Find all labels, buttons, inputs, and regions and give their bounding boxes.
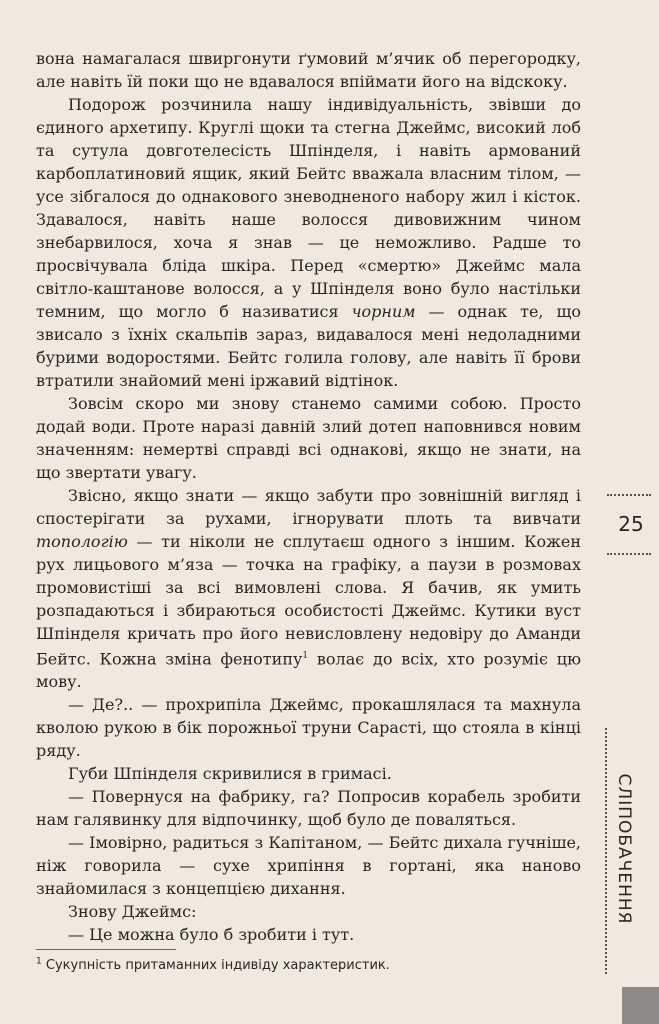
italic-word: чорним: [351, 302, 416, 321]
page-edge-marker: [622, 987, 659, 1024]
paragraph: — Повернуся на фабрику, га? Попросив корабель зробити нам галявинку для відпочинку, щоб було де поваляться.: [36, 787, 581, 830]
dotted-rule-vertical: [605, 728, 607, 974]
paragraph: — Де?.. — прохрипіла Джеймс, прокашлялася та махнула кволою рукою в бік порожньої труни Сарасті, що стояла в кінці ряду.: [36, 695, 581, 761]
footnote: [36, 957, 576, 975]
footnote-text: Сукупність притаманних індивіду характеристик.: [45, 958, 390, 973]
paragraph: Зовсім скоро ми знову станемо самими собою. Просто додай води. Проте наразі давній злий дотеп наповнився новим значенням: немертві справді всі однакові, якщо не знати, на що звертати увагу.: [36, 394, 581, 482]
footnote-mark: 1: [36, 956, 42, 967]
footnote-reference[interactable]: 1: [302, 651, 309, 661]
paragraph: — Імовірно, радиться з Капітаном, — Бейтс дихала гучніше, ніж говорила — сухе хрипіння в гортані, яка наново знайомилася з концепцією дихання.: [36, 833, 581, 899]
dotted-rule-top: [607, 494, 651, 496]
paragraph: Знову Джеймс:: [68, 902, 197, 922]
paragraph: Подорож розчинила нашу індивідуальність, звівши до єдиного архетипу. Круглі щоки та стегна Джеймс, високий лоб та сутула довготелесість Шпінделя, і навіть армований карбоплатиновий ящик, який Бейтс вважала власним тілом, — усе зібгалося до однакового зневодненого набору жил і кісток. Здавалося, навіть наше волосся дивовижним чином знебарвилося, хоча я знав — це неможливо. Радше то просвічувала бліда шкіра. Перед «смертю» Джеймс мала світло-каштанове волосся, а у Шпінделя воно було настільки темним, що могло б називатися чорним — однак те, що звисало з їхніх скальпів зараз, видавалося мені недоладними бурими водоростями. Бейтс голила голову, але навіть її брови втратили знайомий мені іржавий відтінок.: [36, 95, 581, 390]
paragraph: — Це можна було б зробити і тут.: [68, 925, 355, 945]
page-body: [36, 47, 581, 946]
italic-word: топологію: [36, 532, 128, 551]
paragraph: Губи Шпінделя скривилися в гримасі.: [68, 764, 392, 784]
dotted-rule-bottom: [607, 553, 651, 555]
paragraph: вона намагалася швиргонути ґумовий м’ячик об перегородку, але навіть їй поки що не вдавалося впіймати його на відскоку.: [36, 49, 581, 91]
running-head: СЛІПОБАЧЕННЯ: [614, 773, 634, 925]
paragraph: Звісно, якщо знати — якщо забути про зовнішній вигляд і спостерігати за рухами, ігнорувати плоть та вивчати топологію — ти ніколи не сплутаєш одного з іншим. Кожен рух лицьового м’яза — точка на графіку, а паузи в розмовах промовистіші за всі вимовлені слова. Я бачив, як умить розпадаються і збираються особистості Джеймс. Кутики вуст Шпінделя кричать про його невисловлену недовіру до Аманди Бейтс. Кожна зміна фенотипу$^1$ волає до всіх, хто розуміє цю мову.: [36, 486, 582, 692]
page-number: 25: [618, 512, 644, 536]
footnote-divider: [36, 949, 176, 950]
